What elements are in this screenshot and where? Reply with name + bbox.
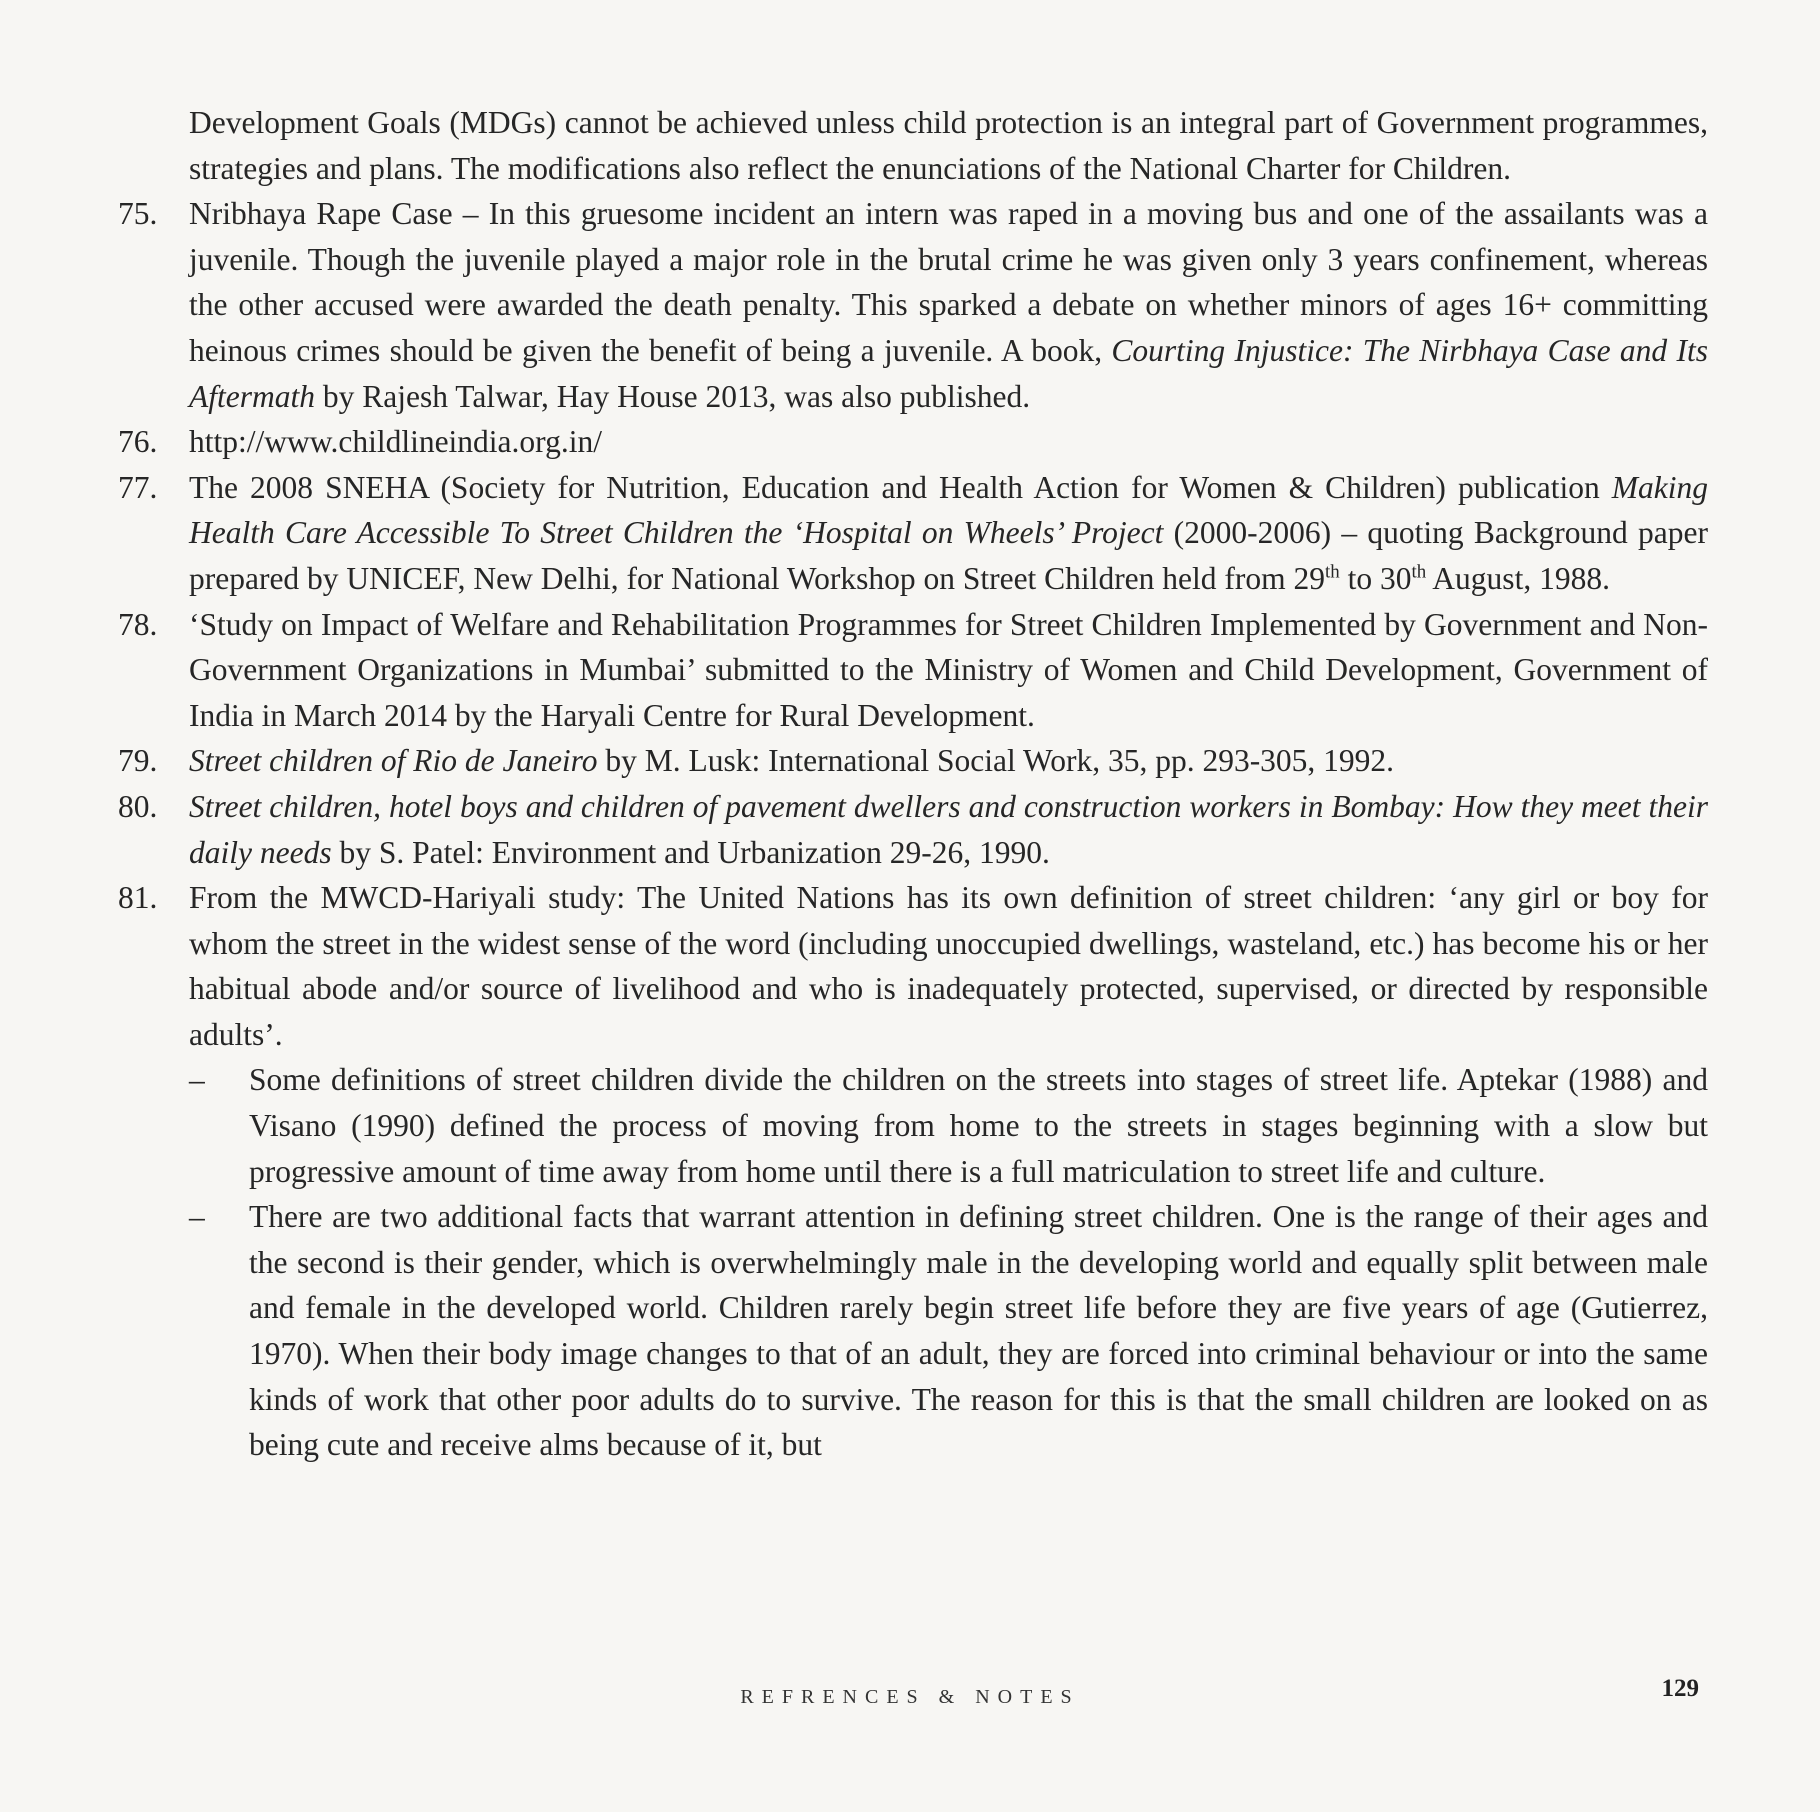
note-url: http://www.childlineindia.org.in/ [189,424,602,460]
note-77 [118,465,1708,602]
note-number: 78. [118,606,158,642]
note-number: 76. [118,424,158,460]
publication-title: Street children, hotel boys and children of pavement dwellers and construction workers in Bombay: How they meet their daily needs [189,788,1708,870]
note-number: 79. [118,743,158,779]
note-text: Street children, hotel boys and children of pavement dwellers and construction workers in Bombay: How they meet their daily needs by S. Patel: Environment and Urbanization 29-26, 1990. [189,788,1708,870]
note-text: From the MWCD-Hariyali study: The United Nations has its own definition of street children: ‘any girl or boy for whom the street in the widest sense of the word (including unoccupied dwellings, wasteland, etc.) has become his or her habitual abode and/or source of livelihood and who is inadequately protected, supervised, or directed by responsible adults’. [189,880,1708,1052]
note-number: 77. [118,469,158,505]
note-75 [118,191,1708,419]
note-81 [118,875,1708,1057]
subitem-text: There are two additional facts that warrant attention in defining street children. One is the range of their ages and the second is their gender, which is overwhelmingly male in the developing world and equally split between male and female in the developed world. Children rarely begin street life before they are five years of age (Gutierrez, 1970). When their body image changes to that of an adult, they are forced into criminal behaviour or into the same kinds of work that other poor adults do to survive. The reason for this is that the small children are looked on as being cute and receive alms because of it, but [249,1199,1708,1463]
note-number: 75. [118,196,158,232]
note-number: 80. [118,788,158,824]
book-title: Courting Injustice: The Nirbhaya Case and Its Aftermath [189,332,1709,414]
note-80 [118,784,1708,875]
publication-title: Making Health Care Accessible To Street Children the ‘Hospital on Wheels’ Project [189,469,1708,551]
note-78 [118,602,1708,739]
note-text: The 2008 SNEHA (Society for Nutrition, Education and Health Action for Women & Children) publication Making Health Care Accessible To Street Children the ‘Hospital on Wheels’ Project (2000-2006) – quoting Background paper prepared by UNICEF, New Delhi, for National Workshop on Street Children held from 29th to 30th August, 1988. [189,469,1708,596]
dash-bullet: – [189,1062,205,1098]
dash-bullet: – [189,1199,205,1235]
page-number: 129 [1661,1675,1699,1702]
note-79 [118,738,1708,784]
notes-list [118,100,1708,1468]
note-text: Nribhaya Rape Case – In this gruesome incident an intern was raped in a moving bus and one of the assailants was a juvenile. Though the juvenile played a major role in the brutal crime he was given only 3 years confinement, whereas the other accused were awarded the death penalty. This sparked a debate on whether minors of ages 16+ committing heinous crimes should be given the benefit of being a juvenile. A book, Courting Injustice: The Nirbhaya Case and Its Aftermath by Rajesh Talwar, Hay House 2013, was also published. [189,196,1709,414]
note-text: Street children of Rio de Janeiro by M. Lusk: International Social Work, 35, pp. 293-305, 1992. [189,743,1395,779]
note-81-subitem [189,1194,1708,1468]
subitem-text: Some definitions of street children divide the children on the streets into stages of street life. Aptekar (1988) and Visano (1990) defined the process of moving from home to the streets in stages beginning with a slow but progressive amount of time away from home until there is a full matriculation to street life and culture. [249,1062,1708,1189]
note-text: ‘Study on Impact of Welfare and Rehabilitation Programmes for Street Children Implemented by Government and Non-Government Organizations in Mumbai’ submitted to the Ministry of Women and Child Development, Government of India in March 2014 by the Haryali Centre for Rural Development. [189,606,1708,733]
publication-title: Street children of Rio de Janeiro [189,743,598,779]
note-76 [118,419,1708,465]
note-number: 81. [118,880,158,916]
note-74-continuation: Development Goals (MDGs) cannot be achieved unless child protection is an integral part of Government programmes, strategies and plans. The modifications also reflect the enunciations of the National Charter for Children. [189,105,1708,186]
note-81-subitem [189,1057,1708,1194]
running-footer-title: REFRENCES & NOTES [740,1686,1080,1708]
